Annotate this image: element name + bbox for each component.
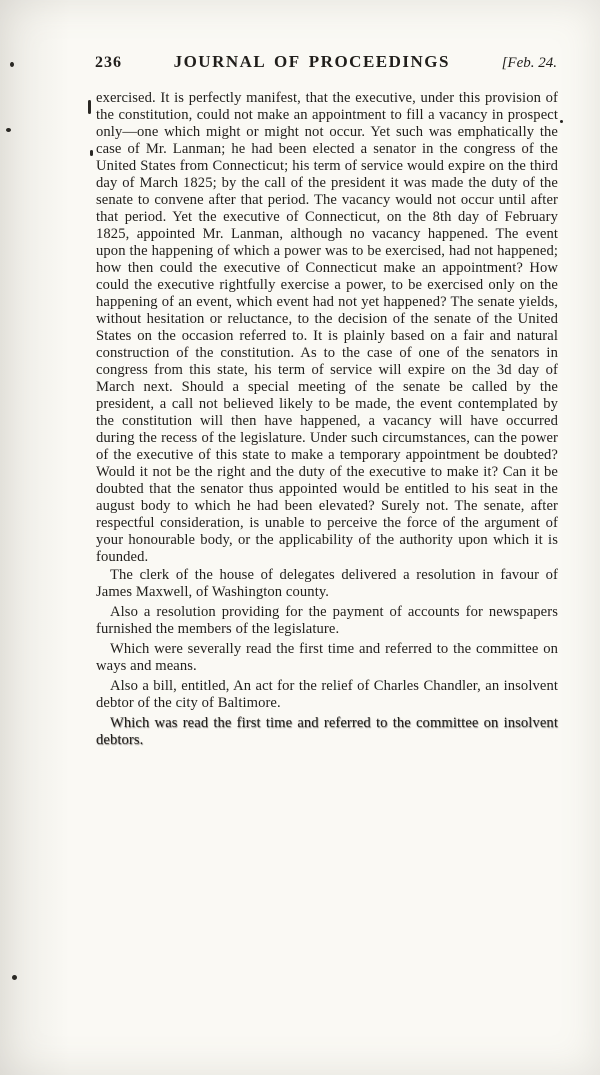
page-header (95, 52, 557, 72)
paragraph-ways-and-means: Which were severally read the first time and referred to the committee on ways and means. (96, 641, 558, 674)
paragraph-newspapers-resolution: Also a resolution providing for the payment of accounts for newspapers furnished the members of the legislature. (96, 604, 558, 637)
page-number: 236 (95, 54, 122, 71)
document-body (96, 90, 558, 749)
ink-speck (6, 128, 11, 132)
ink-speck (12, 975, 17, 980)
ink-speck (10, 62, 14, 67)
ink-speck (90, 150, 93, 156)
paragraph-clerk-resolution: The clerk of the house of delegates delivered a resolution in favour of James Maxwell, of Washington county. (96, 567, 558, 600)
page-date: [Feb. 24. (501, 55, 557, 71)
journal-title: JOURNAL OF PROCEEDINGS (173, 52, 450, 71)
paragraph-chandler-bill: Also a bill, entitled, An act for the relief of Charles Chandler, an insolvent debtor of the city of Baltimore. (96, 678, 558, 711)
paragraph-continuation: exercised. It is perfectly manifest, that the executive, under this provision of the constitution, could not make an appointment to fill a vacancy in prospect only—one which might or might not occur. Yet such was emphatically the case of Mr. Lanman; he had been elected a senator in the congress of the United States from Connecticut; his term of service would expire on the third day of March 1825; by the call of the president it was made the duty of the senate to convene after that period. The vacancy would not occur until after that period. Yet the executive of Connecticut, on the 8th day of February 1825, appointed Mr. Lanman, although no vacancy happened. The event upon the happening of which a power was to be exercised, had not happened; how then could the executive of Connecticut make an appointment? How could the executive rightfully exercise a power, to be exercised only on the happening of an event, which event had not yet happened? The senate yields, without hesitation or reluctance, to the decision of the senate of the United States on the occasion referred to. It is plainly based on a fair and natural construction of the constitution. As to the case of one of the senators in congress from this state, his term of service will expire on the 3d day of March next. Should a special meeting of the senate be called by the president, a call not believed likely to be made, the event contemplated by the constitution will then have happened, a vacancy will have occurred during the recess of the legislature. Under such circumstances, can the power of the executive of this state to make a temporary appointment be doubted? Would it not be the right and the duty of the executive to make it? Can it be doubted that the senator thus appointed would be entitled to his seat in the august body to which he had been elevated? Surely not. The senate, after respectful consideration, is unable to perceive the force of the argument of your honourable body, or the applicability of the authority upon which it is founded. (96, 90, 558, 565)
paragraph-insolvent-debtors: Which was read the first time and referred to the committee on insolvent debtors. (96, 715, 558, 748)
ink-speck (88, 100, 91, 114)
ink-speck (560, 120, 563, 123)
